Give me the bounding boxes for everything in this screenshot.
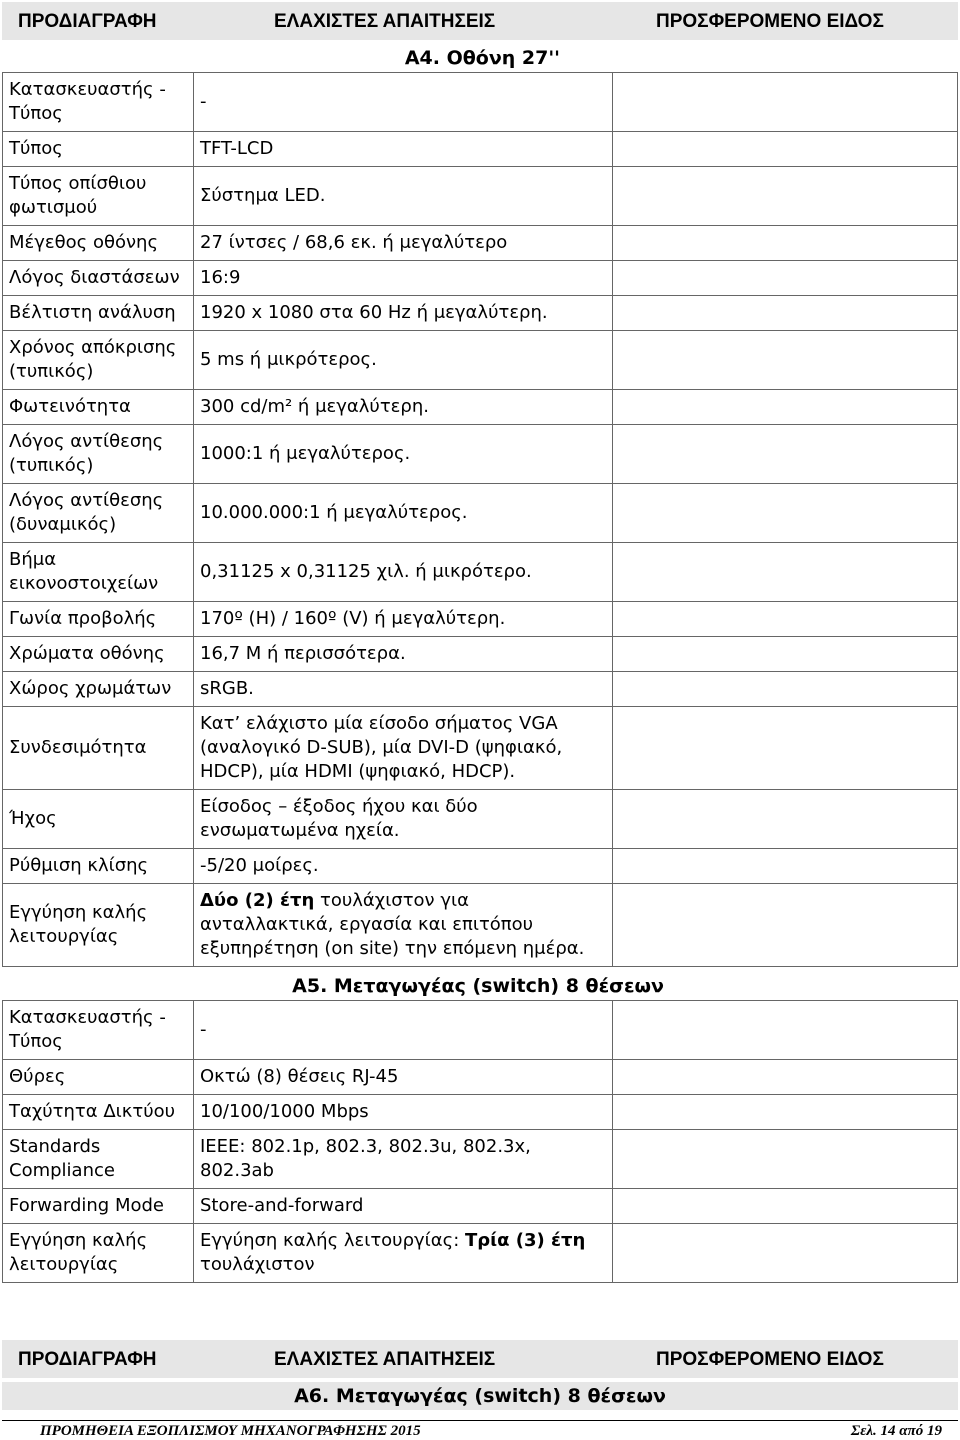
spec-requirement: 10.000.000:1 ή μεγαλύτερος. [194,484,613,543]
table-row [3,226,958,261]
offered-item-cell[interactable] [613,1095,958,1130]
spec-label: Λόγος αντίθεσης (τυπικός) [3,425,194,484]
footer-page-number: Σελ. 14 από 19 [850,1423,942,1439]
spec-label: Συνδεσιμότητα [3,707,194,790]
spec-requirement: Είσοδος – έξοδος ήχου και δύο ενσωματωμένα ηχεία. [194,790,613,849]
table-row [3,1189,958,1224]
header-col-spec: ΠΡΟΔΙΑΓΡΑΦΗ [18,11,157,32]
spec-label: Τύπος οπίσθιου φωτισμού [3,167,194,226]
table-row [3,707,958,790]
spec-label: Βήμα εικονοστοιχείων [3,543,194,602]
spec-requirement [194,1224,613,1283]
spec-table-a4 [2,72,958,967]
section-title-a4: Α4. Οθόνη 27'' [192,44,608,72]
spec-label: Ταχύτητα Δικτύου [3,1095,194,1130]
requirement-emphasis: Δύο (2) έτη [200,890,315,911]
section-title-a6: Α6. Μεταγωγέας (switch) 8 θέσεων [2,1382,958,1410]
table-row [3,1095,958,1130]
spec-requirement: 300 cd/m² ή μεγαλύτερη. [194,390,613,425]
spec-label: Ρύθμιση κλίσης [3,849,194,884]
header-col-offered: ΠΡΟΣΦΕΡΟΜΕΝΟ ΕΙΔΟΣ [656,11,884,32]
offered-item-cell[interactable] [613,790,958,849]
table-row [3,296,958,331]
table-row [3,1130,958,1189]
offered-item-cell[interactable] [613,167,958,226]
spec-label: Βέλτιστη ανάλυση [3,296,194,331]
offered-item-cell[interactable] [613,1224,958,1283]
spec-label: Λόγος αντίθεσης (δυναμικός) [3,484,194,543]
requirement-emphasis: Τρία (3) έτη [464,1230,586,1251]
spec-label: Κατασκευαστής - Τύπος [3,73,194,132]
offered-item-cell[interactable] [613,1130,958,1189]
table-row [3,790,958,849]
offered-item-cell[interactable] [613,425,958,484]
requirement-text: Εγγύηση καλής λειτουργίας: [200,1230,465,1251]
table-row [3,425,958,484]
table-header-repeat [2,1340,958,1378]
offered-item-cell[interactable] [613,132,958,167]
offered-item-cell[interactable] [613,849,958,884]
spec-label: Κατασκευαστής - Τύπος [3,1001,194,1060]
table-row [3,132,958,167]
table-header [2,2,958,40]
table-row [3,637,958,672]
spec-label: Γωνία προβολής [3,602,194,637]
offered-item-cell[interactable] [613,884,958,967]
spec-requirement: Κατ’ ελάχιστο μία είσοδο σήματος VGA (αναλογικό D-SUB), μία DVI-D (ψηφιακό, HDCP), μία HDMI (ψηφιακό, HDCP). [194,707,613,790]
spec-requirement: Οκτώ (8) θέσεις RJ-45 [194,1060,613,1095]
spec-label: Μέγεθος οθόνης [3,226,194,261]
spec-label: Λόγος διαστάσεων [3,261,194,296]
table-row [3,602,958,637]
spec-label: Εγγύηση καλής λειτουργίας [3,884,194,967]
spec-requirement: 1000:1 ή μεγαλύτερος. [194,425,613,484]
footer-rule [2,1420,958,1421]
spec-requirement: 16:9 [194,261,613,296]
offered-item-cell[interactable] [613,602,958,637]
spec-requirement: TFT-LCD [194,132,613,167]
requirement-text: τουλάχιστον για ανταλλακτικά, εργασία και επιτόπου εξυπηρέτηση (on site) την επόμενη ημέρα. [200,890,585,959]
offered-item-cell[interactable] [613,543,958,602]
spec-table-a5 [2,1000,958,1283]
spec-label: Ήχος [3,790,194,849]
spec-requirement: 10/100/1000 Mbps [194,1095,613,1130]
requirement-text-tail: τουλάχιστον [200,1254,315,1275]
offered-item-cell[interactable] [613,390,958,425]
spec-requirement: 16,7 M ή περισσότερα. [194,637,613,672]
offered-item-cell[interactable] [613,261,958,296]
spec-label: Forwarding Mode [3,1189,194,1224]
section-title-a5: Α5. Μεταγωγέας (switch) 8 θέσεων [192,972,664,1000]
offered-item-cell[interactable] [613,331,958,390]
spec-requirement: 27 ίντσες / 68,6 εκ. ή μεγαλύτερο [194,226,613,261]
spec-requirement [194,884,613,967]
spec-label: Εγγύηση καλής λειτουργίας [3,1224,194,1283]
spec-label: Φωτεινότητα [3,390,194,425]
offered-item-cell[interactable] [613,296,958,331]
offered-item-cell[interactable] [613,1189,958,1224]
spec-requirement: Σύστημα LED. [194,167,613,226]
spec-requirement: 5 ms ή μικρότερος. [194,331,613,390]
spec-label: Χώρος χρωμάτων [3,672,194,707]
table-row [3,1001,958,1060]
table-row [3,849,958,884]
spec-requirement: IEEE: 802.1p, 802.3, 802.3u, 802.3x, 802.3ab [194,1130,613,1189]
spec-requirement: 170º (H) / 160º (V) ή μεγαλύτερη. [194,602,613,637]
offered-item-cell[interactable] [613,1001,958,1060]
header-col-requirements-repeat: ΕΛΑΧΙΣΤΕΣ ΑΠΑΙΤΗΣΕΙΣ [274,1349,496,1370]
spec-label: Θύρες [3,1060,194,1095]
table-row [3,73,958,132]
table-row [3,261,958,296]
spec-requirement: - [194,1001,613,1060]
table-row [3,884,958,967]
offered-item-cell[interactable] [613,637,958,672]
spec-label: Χρώματα οθόνης [3,637,194,672]
table-row [3,672,958,707]
header-col-requirements: ΕΛΑΧΙΣΤΕΣ ΑΠΑΙΤΗΣΕΙΣ [274,11,496,32]
spec-requirement: Store-and-forward [194,1189,613,1224]
spec-label: Standards Compliance [3,1130,194,1189]
offered-item-cell[interactable] [613,1060,958,1095]
spec-label: Τύπος [3,132,194,167]
offered-item-cell[interactable] [613,73,958,132]
offered-item-cell[interactable] [613,226,958,261]
table-row [3,543,958,602]
spec-requirement: 0,31125 x 0,31125 χιλ. ή μικρότερο. [194,543,613,602]
table-row [3,167,958,226]
table-row [3,1060,958,1095]
offered-item-cell[interactable] [613,484,958,543]
table-row [3,484,958,543]
header-col-offered-repeat: ΠΡΟΣΦΕΡΟΜΕΝΟ ΕΙΔΟΣ [656,1349,884,1370]
table-row [3,1224,958,1283]
spec-requirement: - [194,73,613,132]
spec-requirement: sRGB. [194,672,613,707]
header-col-spec-repeat: ΠΡΟΔΙΑΓΡΑΦΗ [18,1349,157,1370]
spec-requirement: 1920 x 1080 στα 60 Hz ή μεγαλύτερη. [194,296,613,331]
table-row [3,331,958,390]
offered-item-cell[interactable] [613,707,958,790]
spec-requirement: -5/20 μοίρες. [194,849,613,884]
offered-item-cell[interactable] [613,672,958,707]
footer-title: ΠΡΟΜΗΘΕΙΑ ΕΞΟΠΛΙΣΜΟΥ ΜΗΧΑΝΟΓΡΑΦΗΣΗΣ 2015 [40,1423,421,1439]
table-row [3,390,958,425]
spec-label: Χρόνος απόκρισης (τυπικός) [3,331,194,390]
